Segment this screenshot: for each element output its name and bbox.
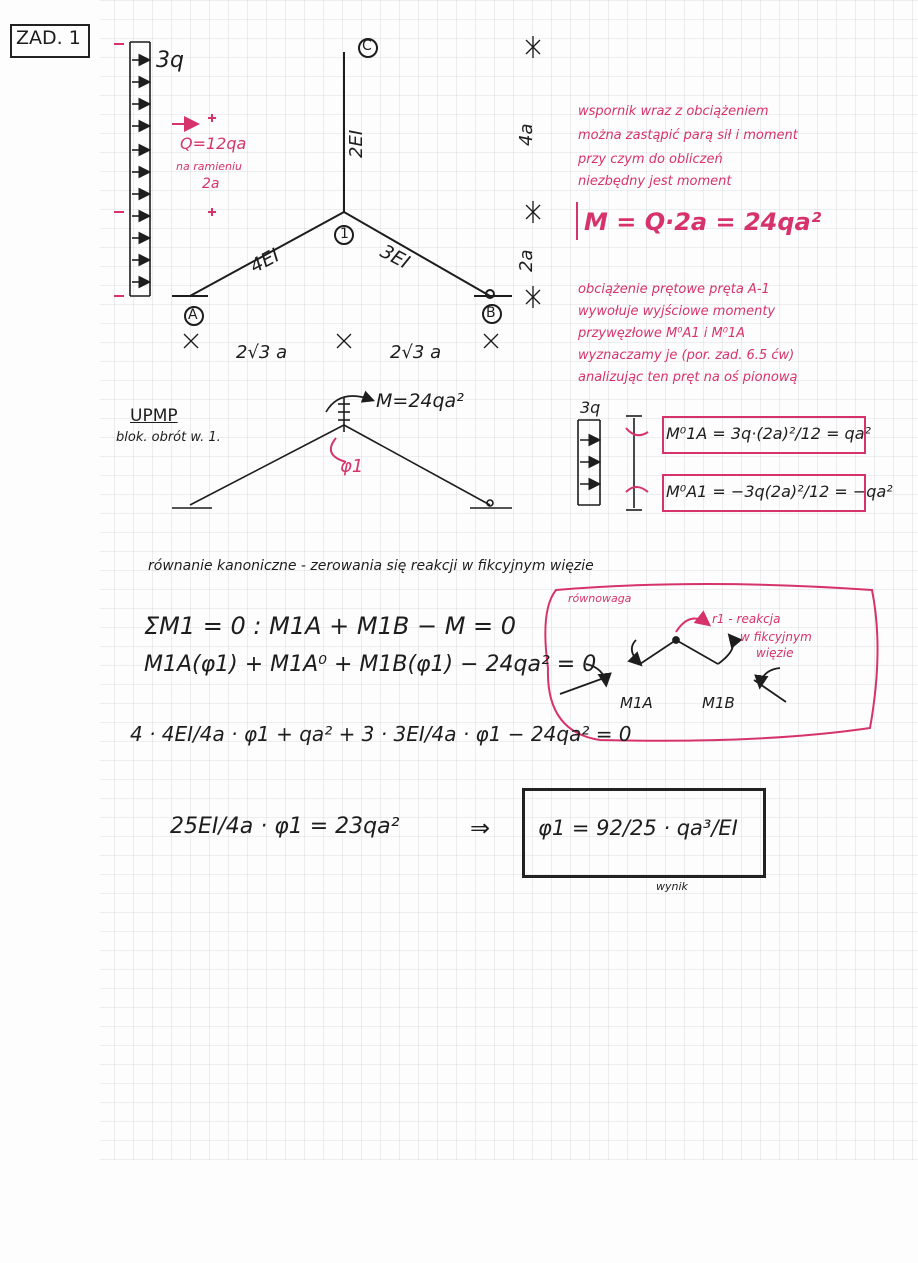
joint-a: A bbox=[188, 307, 198, 323]
canonical-text: równanie kanoniczne - zerowania się reakcji w fikcyjnym więzie bbox=[148, 558, 594, 574]
ei-right: 3EI bbox=[376, 240, 414, 274]
note-bar-3: przywęzłowe M⁰A1 i M⁰1A bbox=[578, 326, 746, 341]
eq-result: φ1 = 92/25 · qa³/EI bbox=[538, 816, 738, 840]
fem-box-2 bbox=[662, 474, 866, 512]
inset-r3: więzie bbox=[756, 646, 794, 660]
eq-arrow: ⇒ bbox=[470, 814, 491, 842]
upmp-phi: φ1 bbox=[340, 456, 364, 477]
resultant-note2: 2a bbox=[202, 176, 220, 192]
inset-m1b: M1B bbox=[702, 694, 735, 712]
note-cantilever-1: wspornik wraz z obciążeniem bbox=[578, 104, 769, 119]
inset-r2: w fikcyjnym bbox=[740, 630, 812, 644]
upmp-moment: M=24qa² bbox=[376, 390, 464, 412]
joint-b: B bbox=[486, 305, 496, 321]
ei-left: 4EI bbox=[246, 244, 284, 278]
eq-subst: 4 · 4EI/4a · φ1 + qa² + 3 · 3EI/4a · φ1 − 24qa² = 0 bbox=[130, 722, 632, 746]
dim-2a: 2a bbox=[516, 249, 537, 272]
joint-c: C bbox=[362, 38, 372, 54]
note-bar-5: analizując ten pręt na oś pionową bbox=[578, 370, 798, 385]
inset-title: równowaga bbox=[568, 592, 632, 605]
eq-expand: M1A(φ1) + M1A⁰ + M1B(φ1) − 24qa² = 0 bbox=[144, 652, 597, 677]
upmp-label: UPMP bbox=[130, 406, 178, 426]
load-label: 3q bbox=[156, 48, 184, 73]
resultant: Q=12qa bbox=[180, 134, 247, 153]
fem-box-1 bbox=[662, 416, 866, 454]
upmp-sub: blok. obrót w. 1. bbox=[116, 430, 221, 445]
moment-equation: M = Q·2a = 24qa² bbox=[584, 208, 822, 236]
result-note: wynik bbox=[656, 880, 688, 893]
fem-eq2: M⁰A1 = −3q(2a)²/12 = −qa² bbox=[666, 482, 893, 501]
note-bar-4: wyznaczamy je (por. zad. 6.5 ćw) bbox=[578, 348, 795, 363]
eq-reduced: 25EI/4a · φ1 = 23qa² bbox=[170, 814, 400, 839]
note-cantilever-4: niezbędny jest moment bbox=[578, 174, 732, 189]
grid-paper bbox=[100, 0, 918, 1160]
note-bar-1: obciążenie prętowe pręta A-1 bbox=[578, 282, 770, 297]
inset-m1a: M1A bbox=[620, 694, 653, 712]
note-cantilever-2: można zastąpić parą sił i moment bbox=[578, 128, 798, 143]
eq-sum: ΣM1 = 0 : M1A + M1B − M = 0 bbox=[144, 612, 517, 640]
note-bar-2: wywołuje wyjściowe momenty bbox=[578, 304, 776, 319]
dim-left: 2√3 a bbox=[236, 342, 288, 363]
title: ZAD. 1 bbox=[16, 27, 81, 49]
fem-load: 3q bbox=[580, 398, 601, 417]
inset-r1: r1 - reakcja bbox=[712, 612, 781, 626]
ei-column: 2EI bbox=[346, 129, 367, 158]
dim-4a: 4a bbox=[516, 123, 537, 146]
note-cantilever-3: przy czym do obliczeń bbox=[578, 152, 723, 167]
dim-right: 2√3 a bbox=[390, 342, 442, 363]
resultant-note1: na ramieniu bbox=[176, 160, 243, 173]
joint-1: 1 bbox=[340, 226, 349, 242]
fem-eq1: M⁰1A = 3q·(2a)²/12 = qa² bbox=[666, 424, 871, 443]
moment-equation-box bbox=[576, 202, 580, 240]
